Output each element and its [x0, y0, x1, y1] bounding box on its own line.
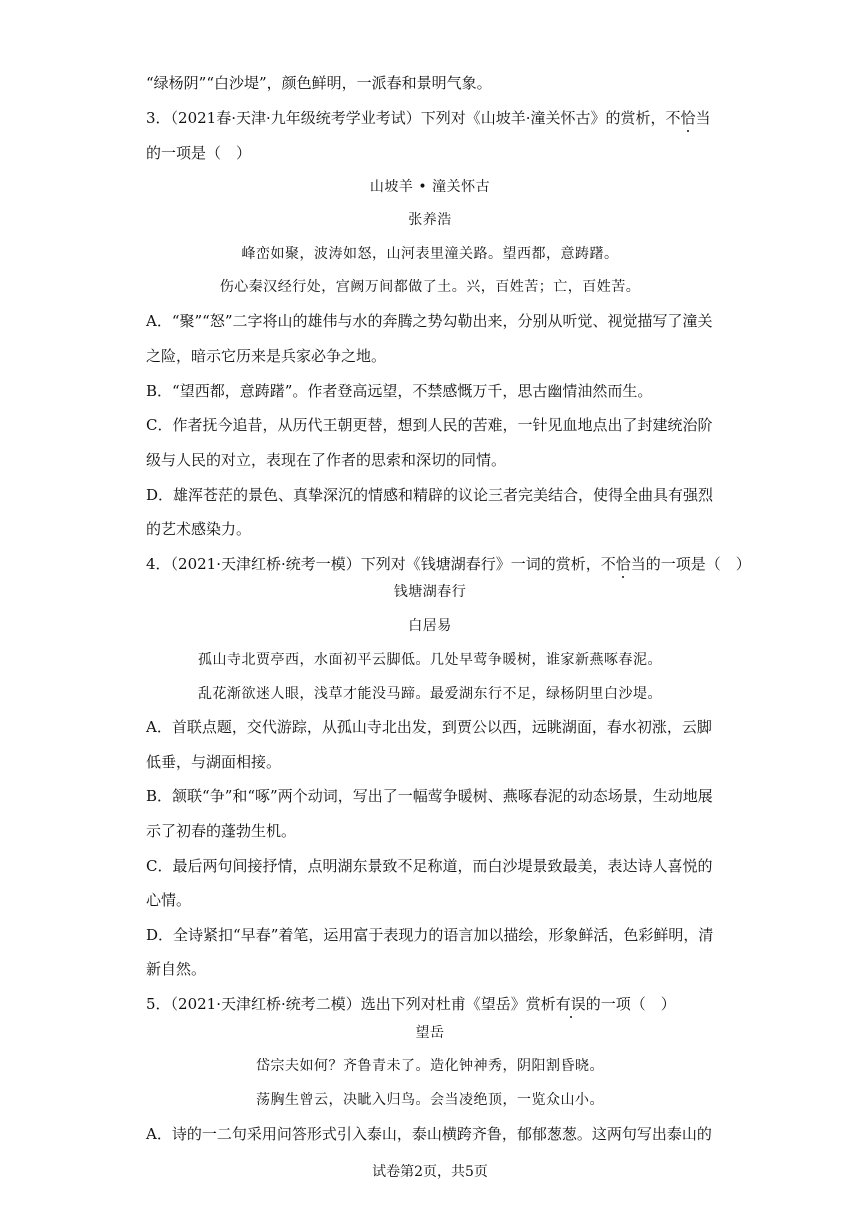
question-5-stem: 5．（2021·天津红桥·统考二模）选出下列对杜甫《望岳》赏析有误的一项（ ） [146, 995, 676, 1013]
option-c: C．作者抚今追昔，从历代王朝更替，想到人民的苦难，一针见血地点出了封建统治阶 [146, 416, 713, 434]
emphasis-dotted: 有误 [555, 995, 586, 1013]
option-b: B．颔联“争”和“啄”两个动词，写出了一幅莺争暖树、燕啄春泥的动态场景，生动地展 [146, 787, 713, 805]
option-a: A．诗的一二句采用问答形式引入泰山，泰山横跨齐鲁，郁郁葱葱。这两句写出泰山的 [146, 1125, 712, 1143]
option-a: A．“聚”“怒”二字将山的雄伟与水的奔腾之势勾勒出来，分别从听觉、视觉描写了潼关 [146, 312, 713, 330]
option-a-cont: 之险，暗示它历来是兵家必争之地。 [146, 347, 387, 365]
poem-line: 峰峦如聚，波涛如怒，山河表里潼关路。望西都，意踌躇。 [241, 246, 619, 262]
poem-author: 白居易 [408, 618, 452, 634]
question-3-stem-end: 的一项是（ ） [146, 144, 252, 162]
option-c-cont: 心情。 [146, 891, 192, 909]
poem-author: 张养浩 [408, 212, 452, 228]
option-b-cont: 示了初春的蓬勃生机。 [146, 822, 297, 840]
poem-line: 伤心秦汉经行处，宫阙万间都做了土。兴，百姓苦；亡，百姓苦。 [219, 279, 641, 295]
option-b: B．“望西都，意踌躇”。作者登高远望，不禁感慨万千，思古幽情油然而生。 [146, 382, 653, 400]
poem-title: 望岳 [415, 1025, 445, 1041]
poem-line: 乱花渐欲迷人眼，浅草才能没马蹄。最爱湖东行不足，绿杨阴里白沙堤。 [198, 686, 662, 702]
question-3-stem: 3．（2021春·天津·九年级统考学业考试）下列对《山坡羊·潼关怀古》的赏析，不恰当 [146, 109, 711, 127]
poem-title: 钱塘湖春行 [393, 584, 467, 600]
emphasis-dotted: 不恰当 [665, 109, 711, 127]
poem-line: 孤山寺北贾亭西，水面初平云脚低。几处早莺争暖树，谁家新燕啄春泥。 [198, 652, 662, 668]
option-d: D．雄浑苍茫的景色、真挚深沉的情感和精辟的议论三者完美结合，使得全曲具有强烈 [146, 486, 714, 504]
poem-line: 岱宗夫如何？齐鲁青未了。造化钟神秀，阴阳割昏晓。 [256, 1058, 604, 1074]
option-a: A．首联点题，交代游踪，从孤山寺北出发，到贾公以西，远眺湖面，春水初涨，云脚 [146, 718, 712, 736]
poem-line: 荡胸生曾云，决眦入归鸟。会当凌绝顶，一览众山小。 [256, 1092, 604, 1108]
option-c-cont: 级与人民的对立，表现在了作者的思索和深切的同情。 [146, 451, 507, 469]
question-4-stem: 4．（2021·天津红桥·统考一模）下列对《钱塘湖春行》一词的赏析，不恰当的一项是（ ） [146, 555, 751, 573]
option-d-cont: 新自然。 [146, 960, 207, 978]
emphasis-dotted: 不恰当 [600, 555, 646, 573]
option-d-cont: 的艺术感染力。 [146, 520, 252, 538]
option-d: D．全诗紧扣“早春”着笔，运用富于表现力的语言加以描绘，形象鲜活，色彩鲜明，清 [146, 926, 714, 944]
text-line: “绿杨阴”“白沙堤”，颜色鲜明，一派春和景明气象。 [146, 74, 492, 92]
page-footer: 试卷第2页，共5页 [372, 1164, 488, 1180]
option-c: C．最后两句间接抒情，点明湖东景致不足称道，而白沙堤景致最美，表达诗人喜悦的 [146, 857, 713, 875]
poem-title: 山坡羊 • 潼关怀古 [369, 179, 491, 195]
option-a-cont: 低垂，与湖面相接。 [146, 753, 282, 771]
